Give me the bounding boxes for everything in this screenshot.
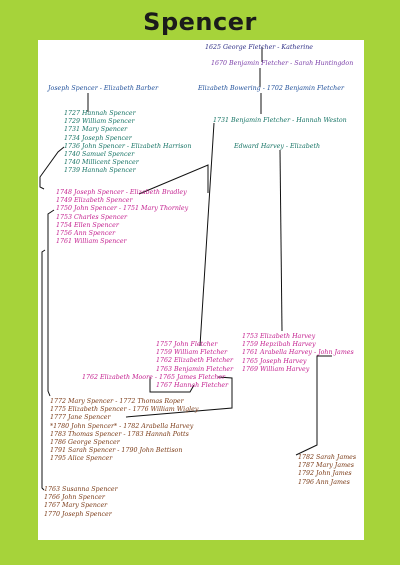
node-benjamin-1670: 1670 Benjamin Fletcher - Sarah Huntingdon [211,60,354,67]
list-item: 1761 Arabella Harvey - John James [242,349,354,357]
list-item: 1761 William Spencer [56,238,127,246]
list-item: 1783 Thomas Spencer - 1783 Hannah Potts [50,430,189,438]
list-item: 1796 Ann James [298,478,350,486]
list-item: 1759 William Fletcher [156,349,228,357]
node-benjamin-1731: 1731 Benjamin Fletcher - Hannah Weston [213,117,347,124]
list-item: 1791 Sarah Spencer - 1790 John Bettison [50,447,183,455]
list-item: 1772 Mary Spencer - 1772 Thomas Roper [50,398,184,405]
connector [200,123,214,346]
list-item: 1767 Mary Spencer [44,502,108,510]
list-item: 1740 Millicent Spencer [64,159,139,167]
list-item: 1727 Hannah Spencer [64,110,136,117]
list-item: 1731 Mary Spencer [64,126,128,134]
list-item: 1753 Elizabeth Harvey [242,333,316,340]
node-moore-fletcher: 1762 Elizabeth Moore - 1765 James Fletcher [82,374,226,381]
list-item: 1753 Charles Spencer [56,213,128,221]
node-bowering-fletcher: Elizabeth Bowering - 1702 Benjamin Fletcher [198,85,344,92]
page-title: Spencer [143,8,257,36]
joseph-1748-children-list [56,189,188,246]
list-item: 1740 Samuel Spencer [64,151,135,159]
list-item: 1775 Elizabeth Spencer - 1776 William Wigley [50,406,199,414]
list-item: 1763 Benjamin Fletcher [156,365,234,373]
connector [42,250,45,490]
list-item: 1759 Hepzibah Harvey [242,341,316,349]
list-item: 1786 George Spencer [50,439,120,447]
list-item: 1766 John Spencer [44,494,105,502]
list-item: 1749 Elizabeth Spencer [56,197,133,205]
list-item: 1782 Sarah James [298,454,357,461]
list-item: 1792 John James [298,470,352,478]
list-item: 1757 John Fletcher [156,341,218,348]
connector [280,150,282,331]
mary-thornley-children-list [50,398,198,464]
connector [48,210,54,396]
list-item: 1770 Joseph Spencer [44,510,112,518]
fletcher-children-list [156,341,233,374]
list-item: 1739 Hannah Spencer [64,167,136,175]
list-item: 1756 Ann Spencer [56,230,116,238]
list-item: 1736 John Spencer - Elizabeth Harrison [64,142,192,150]
list-item: 1769 William Harvey [242,365,310,373]
list-item: 1763 Susanna Spencer [44,486,118,493]
james-children-list [298,454,356,487]
bradley-children-list [44,486,118,519]
node-harvey-parents: Edward Harvey - Elizabeth [234,143,321,150]
list-item: *1780 John Spencer* - 1782 Arabella Harvey [50,422,194,430]
list-item: 1762 Elizabeth Fletcher [156,357,234,365]
list-item: 1734 Joseph Spencer [64,134,132,142]
node-george-fletcher: 1625 George Fletcher - Katherine [205,44,314,51]
list-item: 1750 John Spencer - 1751 Mary Thornley [56,205,189,213]
list-item: 1754 Ellen Spencer [56,221,119,229]
harvey-children-list [242,333,354,374]
list-item: 1765 Joseph Harvey [242,357,307,365]
list-item: 1787 Mary James [298,462,355,470]
spencer-children-list [64,110,191,176]
node-hannah-fletcher: 1767 Hannah Fletcher [156,382,229,389]
node-joseph-barber: Joseph Spencer - Elizabeth Barber [48,85,159,92]
list-item: 1777 Jane Spencer [50,414,111,422]
list-item: 1729 William Spencer [64,118,135,126]
list-item: 1748 Joseph Spencer - Elizabeth Bradley [56,189,187,196]
list-item: 1795 Alice Spencer [50,455,113,463]
connector [40,147,64,189]
